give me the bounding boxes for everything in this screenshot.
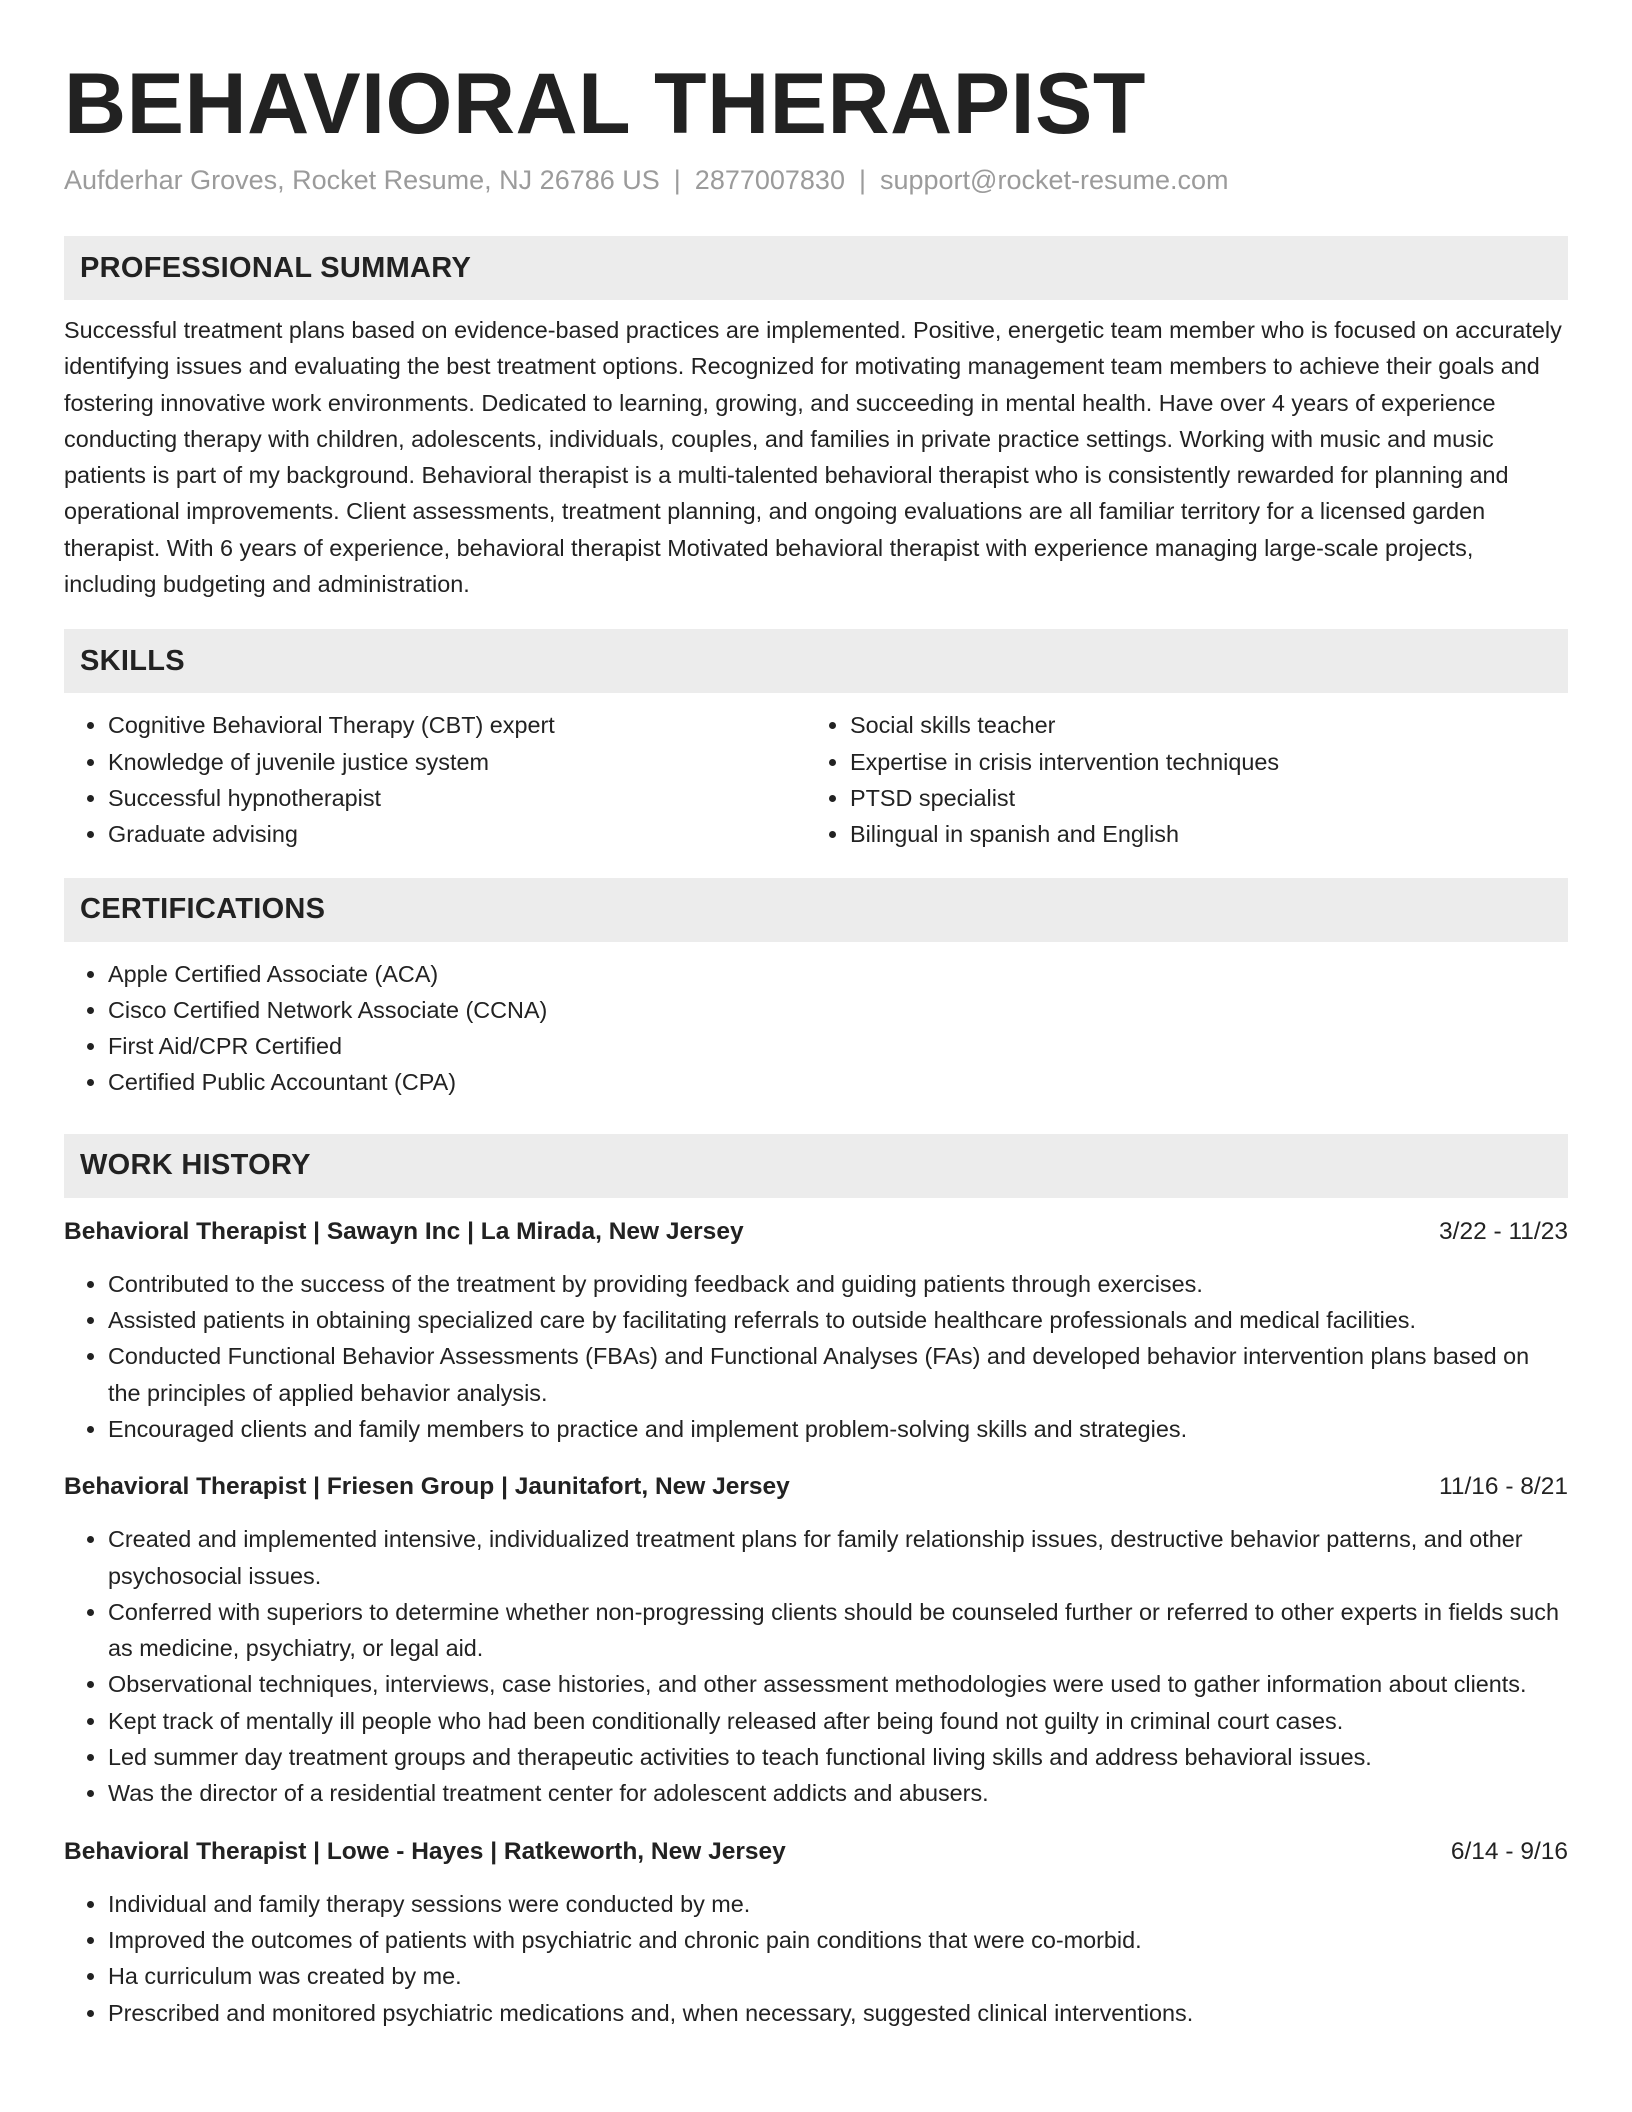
job-dates: 3/22 - 11/23	[1439, 1217, 1568, 1245]
skill-item: • Graduate advising	[108, 816, 806, 852]
skill-item: • PTSD specialist	[850, 780, 1548, 816]
job-bullet: • Created and implemented intensive, individualized treatment plans for family relationship issues, destructive behavior patterns, and other psychosocial issues.	[108, 1521, 1568, 1594]
job-title: Behavioral Therapist | Sawayn Inc | La Mirada, New Jersey	[64, 1217, 744, 1245]
certification-item: • Certified Public Accountant (CPA)	[108, 1064, 1568, 1100]
skill-item: • Expertise in crisis intervention techniques	[850, 744, 1548, 780]
work-history-heading: WORK HISTORY	[64, 1134, 1568, 1198]
job-bullets	[64, 1521, 1568, 1811]
job-bullet: • Ha curriculum was created by me.	[108, 1958, 1568, 1994]
job-entry	[64, 1834, 1568, 2031]
skills-list-left	[64, 707, 806, 852]
job-bullet: • Improved the outcomes of patients with psychiatric and chronic pain conditions that were co-morbid.	[108, 1922, 1568, 1958]
job-title: Behavioral Therapist | Lowe - Hayes | Ratkeworth, New Jersey	[64, 1837, 786, 1865]
summary-text: Successful treatment plans based on evidence-based practices are implemented. Positive, energetic team member who is focused on accurately identifying issues and evaluating the best treatment options. Recognized for motivating management team members to achieve their goals and fostering innovative work environments. Dedicated to learning, growing, and succeeding in mental health. Have over 4 years of experience conducting therapy with children, adolescents, individuals, couples, and families in private practice settings. Working with music and music patients is part of my background. Behavioral therapist is a multi-talented behavioral therapist who is consistently rewarded for planning and operational improvements. Client assessments, treatment planning, and ongoing evaluations are all familiar territory for a licensed garden therapist. With 6 years of experience, behavioral therapist Motivated behavioral therapist with experience managing large-scale projects, including budgeting and administration.	[64, 317, 1562, 598]
contact-address: Aufderhar Groves, Rocket Resume, NJ 26786 US	[64, 165, 660, 195]
job-bullet: • Kept track of mentally ill people who had been conditionally released after being found not guilty in criminal court cases.	[108, 1703, 1568, 1739]
certification-item: • Apple Certified Associate (ACA)	[108, 956, 1568, 992]
resume-title: BEHAVIORAL THERAPIST	[64, 56, 1146, 152]
contact-email: support@rocket-resume.com	[879, 165, 1229, 195]
skills-columns	[64, 707, 1568, 852]
contact-phone: 2877007830	[694, 165, 845, 195]
job-bullet: • Prescribed and monitored psychiatric medications and, when necessary, suggested clinical interventions.	[108, 1995, 1568, 2031]
job-header	[64, 1469, 1568, 1505]
summary-heading: PROFESSIONAL SUMMARY	[64, 236, 1568, 300]
job-bullet: • Assisted patients in obtaining specialized care by facilitating referrals to outside healthcare professionals and medical facilities.	[108, 1302, 1568, 1338]
contact-separator: |	[858, 165, 866, 195]
skill-item: • Social skills teacher	[850, 707, 1548, 743]
skills-heading: SKILLS	[64, 629, 1568, 693]
skill-item: • Cognitive Behavioral Therapy (CBT) expert	[108, 707, 806, 743]
job-bullet: • Led summer day treatment groups and therapeutic activities to teach functional living skills and address behavioral issues.	[108, 1739, 1568, 1775]
certifications-list	[64, 956, 1568, 1101]
certifications-heading: CERTIFICATIONS	[64, 878, 1568, 942]
job-title: Behavioral Therapist | Friesen Group | Jaunitafort, New Jersey	[64, 1473, 790, 1501]
job-bullet: • Contributed to the success of the treatment by providing feedback and guiding patients through exercises.	[108, 1266, 1568, 1302]
job-bullets	[64, 1266, 1568, 1447]
job-bullet: • Conferred with superiors to determine whether non-progressing clients should be counseled further or referred to other experts in fields such as medicine, psychiatry, or legal aid.	[108, 1594, 1568, 1667]
job-dates: 6/14 - 9/16	[1450, 1837, 1568, 1865]
job-entry	[64, 1214, 1568, 1447]
job-bullet: • Encouraged clients and family members to practice and implement problem-solving skills and strategies.	[108, 1411, 1568, 1447]
certification-item: • First Aid/CPR Certified	[108, 1028, 1568, 1064]
skills-list-right	[806, 707, 1548, 852]
skill-item: • Bilingual in spanish and English	[850, 816, 1548, 852]
job-bullet: • Conducted Functional Behavior Assessments (FBAs) and Functional Analyses (FAs) and developed behavior intervention plans based on the principles of applied behavior analysis.	[108, 1338, 1568, 1411]
job-entry	[64, 1469, 1568, 1811]
skill-item: • Successful hypnotherapist	[108, 780, 806, 816]
job-header	[64, 1834, 1568, 1870]
job-dates: 11/16 - 8/21	[1439, 1473, 1568, 1501]
certification-item: • Cisco Certified Network Associate (CCNA)	[108, 992, 1568, 1028]
contact-separator: |	[673, 165, 681, 195]
skill-item: • Knowledge of juvenile justice system	[108, 744, 806, 780]
job-bullets	[64, 1886, 1568, 2031]
contact-line	[64, 162, 1568, 198]
job-bullet: • Observational techniques, interviews, case histories, and other assessment methodologies were used to gather information about clients.	[108, 1666, 1568, 1702]
job-bullet: • Individual and family therapy sessions were conducted by me.	[108, 1886, 1568, 1922]
job-bullet: • Was the director of a residential treatment center for adolescent addicts and abusers.	[108, 1775, 1568, 1811]
job-header	[64, 1214, 1568, 1250]
